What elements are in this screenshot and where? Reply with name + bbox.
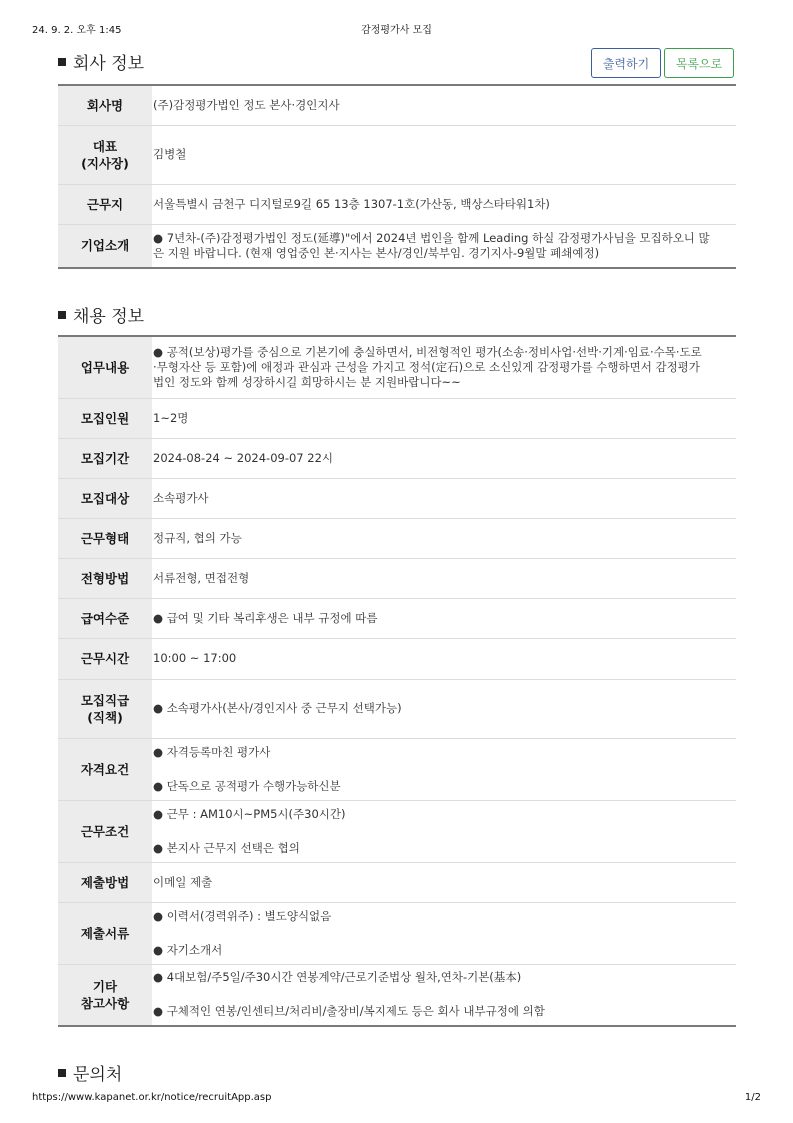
other-label-line2: 참고사항 [80, 995, 130, 1011]
page-url: https://www.kapanet.or.kr/notice/recruitApp.asp [32, 1092, 272, 1103]
headcount-label: 모집인원 [58, 398, 152, 438]
qualification-value [152, 738, 736, 800]
square-bullet-icon [58, 58, 66, 66]
position-label-line2: (직책) [87, 709, 123, 725]
salary-label: 급여수준 [58, 598, 152, 638]
qualification-label: 자격요건 [58, 738, 152, 800]
ceo-label-line2: (지사장) [81, 155, 129, 171]
ceo-value: 김병철 [153, 147, 187, 161]
documents-line2: ● 자기소개서 [153, 942, 223, 957]
other-line1: ● 4대보험/주5일/주30시간 연봉계약/근로기준법상 월차,연차-기본(基本) [153, 970, 522, 985]
qualification-line1: ● 자격등록마친 평가사 [153, 744, 271, 759]
documents-value [152, 902, 736, 964]
position-label [58, 679, 152, 738]
documents-line1: ● 이력서(경력위주) : 별도양식없음 [153, 908, 332, 923]
company-name-row [58, 85, 736, 125]
submit-method-label: 제출방법 [58, 862, 152, 902]
selection-label: 전형방법 [58, 558, 152, 598]
location-label: 근무지 [58, 184, 152, 224]
print-date: 24. 9. 2. 오후 1:45 [32, 25, 122, 36]
ceo-row [58, 125, 736, 184]
recruit-section-title [58, 302, 144, 327]
back-to-list-button[interactable]: 목록으로 [664, 48, 734, 78]
position-value: ● 소속평가사(본사/경인지사 중 근무지 선택가능) [153, 701, 402, 715]
period-row [58, 438, 736, 478]
hours-label: 근무시간 [58, 638, 152, 679]
other-row [58, 964, 736, 1026]
employment-label: 근무형태 [58, 518, 152, 558]
hours-row [58, 638, 736, 679]
employment-value: 정규직, 협의 가능 [153, 530, 242, 545]
intro-row [58, 224, 736, 268]
target-row [58, 478, 736, 518]
intro-line2: 은 지원 바랍니다. (현재 영업중인 본·지사는 본사/경인/북부임. 경기지사-9월말 폐쇄예정) [153, 245, 600, 260]
headcount-value: 1~2명 [153, 410, 189, 425]
job-row [58, 336, 736, 398]
company-section-label: 회사 정보 [73, 54, 145, 74]
employment-row [58, 518, 736, 558]
conditions-line2: ● 본지사 근무지 선택은 협의 [153, 840, 300, 855]
target-label: 모집대상 [58, 478, 152, 518]
salary-row [58, 598, 736, 638]
ceo-label-line1: 대표 [92, 138, 118, 154]
submit-method-row [58, 862, 736, 902]
other-gap [153, 985, 730, 1004]
intro-label: 기업소개 [58, 224, 152, 268]
conditions-value [152, 800, 736, 862]
page-number: 1/2 [744, 1092, 761, 1103]
location-row [58, 184, 736, 224]
job-line2: ·무형자산 등 포함)에 애정과 관심과 근성을 가지고 정석(定石)으로 소신있게 감정평가를 수행하면서 감정평가 [153, 359, 700, 374]
submit-method-value: 이메일 제출 [153, 874, 213, 889]
period-value: 2024-08-24 ~ 2024-09-07 22시 [153, 450, 334, 465]
job-line3: 법인 정도와 함께 성장하시길 희망하시는 분 지원바랍니다~~ [153, 374, 461, 389]
target-value: 소속평가사 [153, 490, 209, 505]
other-value [152, 964, 736, 1026]
print-page-title: 감정평가사 모집 [361, 25, 432, 36]
other-label-line1: 기타 [92, 978, 118, 994]
conditions-row [58, 800, 736, 862]
documents-row [58, 902, 736, 964]
conditions-line1: ● 근무 : AM10시~PM5시(주30시간) [153, 806, 346, 821]
company-section-title [58, 49, 144, 74]
contact-section-title [58, 1060, 122, 1085]
salary-value: ● 급여 및 기타 복리후생은 내부 규정에 따름 [153, 610, 378, 625]
period-label: 모집기간 [58, 438, 152, 478]
documents-label: 제출서류 [58, 902, 152, 964]
ceo-label [58, 125, 152, 184]
print-header [32, 21, 761, 35]
job-value [152, 336, 736, 398]
company-name-value: (주)감정평가법인 정도 본사·경인지사 [153, 97, 340, 112]
qualification-line2: ● 단독으로 공적평가 수행가능하신분 [153, 778, 341, 793]
other-label [58, 964, 152, 1026]
company-name-label: 회사명 [58, 85, 152, 125]
job-label: 업무내용 [58, 336, 152, 398]
qualification-gap [153, 760, 730, 779]
selection-value: 서류전형, 면접전형 [153, 570, 250, 585]
print-button[interactable]: 출력하기 [591, 48, 661, 78]
selection-row [58, 558, 736, 598]
recruit-info-table [58, 335, 736, 1027]
qualification-row [58, 738, 736, 800]
other-line2: ● 구체적인 연봉/인센티브/처리비/출장비/복지제도 등은 회사 내부규정에 의함 [153, 1004, 545, 1019]
intro-line1: ● 7년차-(주)감정평가법인 정도(延導)"에서 2024년 법인을 함께 Leading 하실 감정평가사님을 모집하오니 많 [153, 230, 710, 245]
job-line1: ● 공적(보상)평가를 중심으로 기본기에 충실하면서, 비전형적인 평가(소송·정비사업·선박·기계·임료·수목·도로 [153, 344, 702, 359]
position-row [58, 679, 736, 738]
square-bullet-icon [58, 1069, 66, 1077]
location-value: 서울특별시 금천구 디지털로9길 65 13층 1307-1호(가산동, 백상스타타워1차) [153, 196, 550, 211]
conditions-gap [153, 822, 730, 841]
headcount-row [58, 398, 736, 438]
position-label-line1: 모집직급 [80, 692, 130, 708]
conditions-label: 근무조건 [58, 800, 152, 862]
documents-gap [153, 924, 730, 943]
square-bullet-icon [58, 311, 66, 319]
hours-value: 10:00 ~ 17:00 [153, 651, 237, 665]
contact-section-label: 문의처 [73, 1065, 123, 1085]
intro-value [152, 224, 736, 268]
recruit-section-label: 채용 정보 [73, 307, 145, 327]
company-info-table [58, 84, 736, 269]
